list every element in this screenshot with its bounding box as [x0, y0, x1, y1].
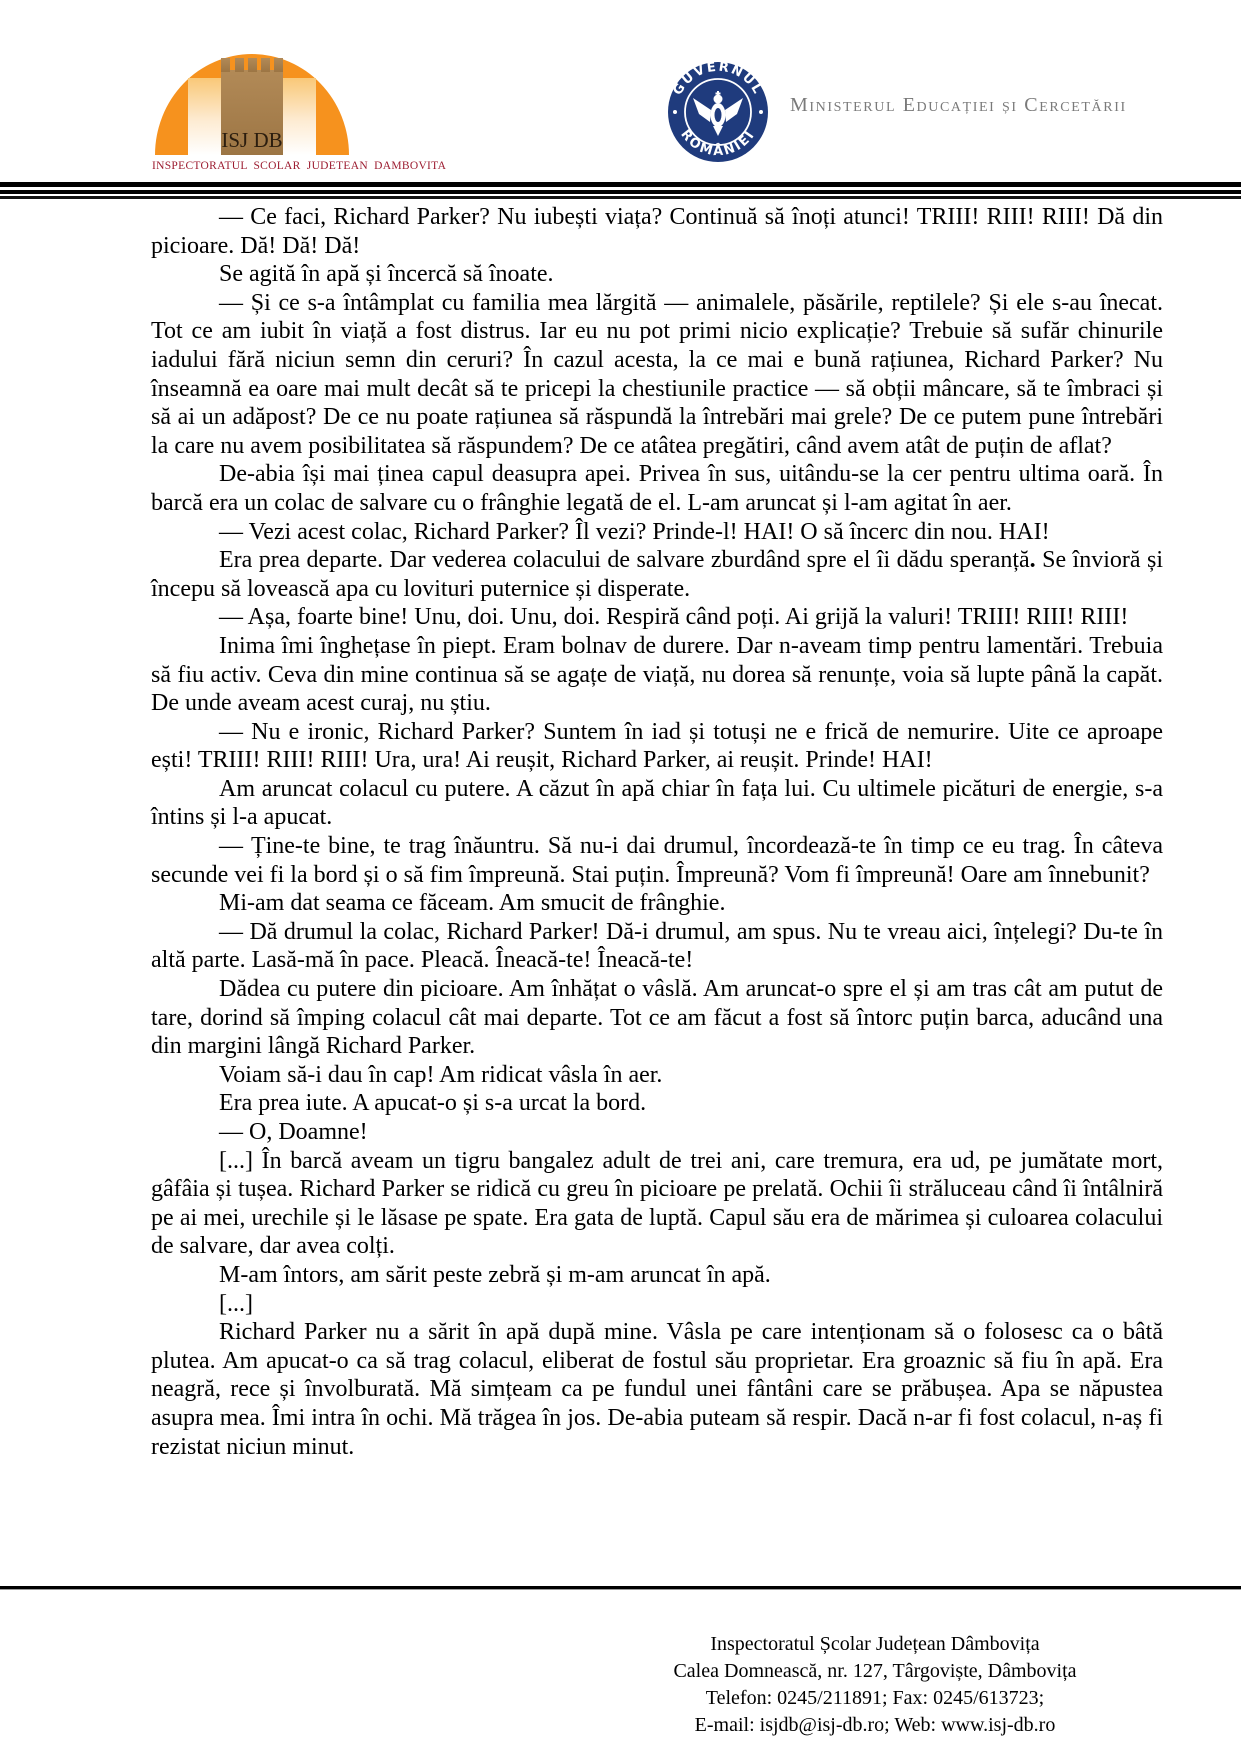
footer-line: Inspectoratul Școlar Județean Dâmbovița — [710, 1633, 1040, 1655]
text-segment: — Nu e ironic, Richard Parker? Suntem în iad și totuși ne e frică de nemurire. Uite ce aproape ești! TRIII! RIII! RIII! Ura, ura! Ai reușit, Richard Parker, ai reușit. Prinde! HAI! — [151, 718, 1163, 774]
text-segment: — Vezi acest colac, Richard Parker? Îl vezi? Prinde-l! HAI! O să încerc din nou. HAI! — [219, 518, 1050, 545]
text-segment: — Și ce s-a întâmplat cu familia mea lărgită — animalele, păsările, reptilele? Și ele s-au înecat. Tot ce am iubit în viață a fost distrus. Iar eu nu pot primi nicio explicație? Trebuie să sufăr chinurile iadului fără niciun semn din ceruri? În cazul acesta, la ce mai e bună rațiunea, Richard Parker? Nu înseamnă ea oare mai mult decât să te pricepi la chestiunile practice — să obții mâncare, să te îmbraci și să ai un adăpost? De ce nu poate rațiunea să răspundă la întrebări mai grele? De ce putem pune întrebări la care nu avem posibilitatea să răspundem? De ce atâtea pregătiri, când avem atât de puțin de aflat? — [151, 289, 1163, 459]
footer-line: E-mail: isjdb@isj-db.ro; Web: www.isj-db.ro — [694, 1714, 1056, 1736]
text-segment: Am aruncat colacul cu putere. A căzut în apă chiar în fața lui. Cu ultimele picături de energie, s-a întins și l-a apucat. — [151, 775, 1163, 831]
text-segment: Dădea cu putere din picioare. Am înhățat o vâslă. Am aruncat-o spre el și am tras cât am putut de tare, dorind să împing colacul cât mai departe. Tot ce am făcut a fost să întorc puțin barca, aducând una din margini lângă Richard Parker. — [151, 976, 1163, 1060]
paragraph — [151, 1318, 1163, 1461]
isj-db-logo — [152, 48, 447, 176]
text-segment: [...] În barcă aveam un tigru bangalez adult de trei ani, care tremura, era ud, pe jumătate mort, gâfâia și tușea. Richard Parker se ridică cu greu în picioare pe prelată. Ochii îi străluceau când îi întâlniră pe ai mei, urechile și le lăsase pe spate. Era gata de luptă. Capul său era de mărimea și culoarea colacului de salvare, dar avea colți. — [151, 1147, 1163, 1260]
paragraph — [151, 975, 1163, 1061]
paragraph — [151, 632, 1163, 718]
paragraph — [151, 518, 1163, 547]
paragraph — [151, 1118, 1163, 1147]
paragraph — [151, 603, 1163, 632]
ministry-title: Ministerul Educației și Cercetării — [790, 94, 1127, 116]
text-segment: [...] — [219, 1290, 253, 1317]
text-segment: Se învioră și începu să lovească apa cu lovituri puternice și disperate. — [151, 547, 1163, 602]
paragraph — [151, 775, 1163, 832]
footer-line: Telefon: 0245/211891; Fax: 0245/613723; — [705, 1687, 1045, 1709]
text-segment: Era prea departe. Dar vederea colacului de salvare zburdând spre el îi dădu speranță — [219, 547, 1030, 574]
footer-divider — [0, 1586, 1241, 1590]
paragraph — [151, 203, 1163, 260]
bold-text-segment: . — [1029, 547, 1036, 574]
text-segment: — Ce faci, Richard Parker? Nu iubești viața? Continuă să înoți atunci! TRIII! RIII! RIII! Dă din picioare. Dă! Dă! Dă! — [151, 204, 1163, 259]
paragraph — [151, 546, 1163, 603]
paragraph — [151, 918, 1163, 975]
footer-line: Calea Domnească, nr. 127, Târgoviște, Dâmbovița — [673, 1660, 1077, 1682]
government-of-romania-seal-icon — [666, 60, 770, 164]
text-segment: M-am întors, am sărit peste zebră și m-am aruncat în apă. — [219, 1261, 771, 1288]
paragraph — [151, 289, 1163, 461]
paragraph — [151, 889, 1163, 918]
text-segment: Mi-am dat seama ce făceam. Am smucit de frânghie. — [219, 890, 726, 917]
paragraph — [151, 832, 1163, 889]
isj-castle-icon — [152, 48, 352, 158]
header-divider — [0, 182, 1241, 199]
text-segment: Voiam să-i dau în cap! Am ridicat vâsla în aer. — [219, 1061, 663, 1088]
paragraph — [151, 718, 1163, 775]
paragraph — [151, 460, 1163, 517]
seal-top-text: GUVERNUL — [670, 60, 766, 98]
paragraph — [151, 1290, 1163, 1319]
text-segment: Richard Parker nu a sărit în apă după mine. Vâsla pe care intenționam să o folosesc ca o bâtă plutea. Am apucat-o ca să trag colacul, eliberat de fostul său proprietar. Era groaznic să fiu în apă. Era neagră, rece și învolburată. Mă simțeam ca pe fundul unei fântâni care se prăbușea. Apa se năpustea asupra mea. Îmi intra în ochi. Mă trăgea în jos. De-abia puteam să respir. Dacă n-ar fi fost colacul, n-aș fi rezistat niciun minut. — [151, 1319, 1163, 1460]
isj-logo-caption: INSPECTORATUL SCOLAR JUDETEAN DAMBOVITA — [152, 160, 447, 172]
document-body — [151, 203, 1163, 1461]
paragraph — [151, 1089, 1163, 1118]
text-segment: De-abia își mai ținea capul deasupra apei. Privea în sus, uitându-se la cer pentru ultima oară. În barcă era un colac de salvare cu o frânghie legată de el. L-am aruncat și l-am agitat în aer. — [151, 461, 1163, 516]
text-segment: — Ține-te bine, te trag înăuntru. Să nu-i dai drumul, încordează-te în timp ce eu trag. În câteva secunde vei fi la bord și o să fim împreună. Stai puțin. Împreună? Vom fi împreună! Oare am înnebunit? — [151, 833, 1163, 888]
isj-logo-acronym: ISJ DB — [221, 128, 283, 152]
seal-bottom-text: ROMÂNIEI — [677, 127, 759, 160]
text-segment: Era prea iute. A apucat-o și s-a urcat la bord. — [219, 1090, 647, 1117]
paragraph — [151, 1061, 1163, 1090]
paragraph — [151, 1261, 1163, 1290]
text-segment: — Așa, foarte bine! Unu, doi. Unu, doi. Respiră când poți. Ai grijă la valuri! TRIII! RIII! RIII! — [219, 604, 1129, 631]
paragraph — [151, 260, 1163, 289]
text-segment: Inima îmi înghețase în piept. Eram bolnav de durere. Dar n-aveam timp pentru lamentări. Trebuia să fiu activ. Ceva din mine continua să se agațe de viață, nu dorea să renunțe, voia să lupte până la capăt. De unde aveam acest curaj, nu știu. — [151, 632, 1163, 717]
text-segment: — Dă drumul la colac, Richard Parker! Dă-i drumul, am spus. Nu te vreau aici, înțelegi? Du-te în altă parte. Lasă-mă în pace. Pleacă. Îneacă-te! Îneacă-te! — [151, 918, 1163, 974]
text-segment: Se agită în apă și încercă să înoate. — [219, 261, 554, 288]
text-segment: — O, Doamne! — [219, 1119, 368, 1145]
paragraph — [151, 1147, 1163, 1261]
footer-contact-block — [525, 1631, 1225, 1739]
